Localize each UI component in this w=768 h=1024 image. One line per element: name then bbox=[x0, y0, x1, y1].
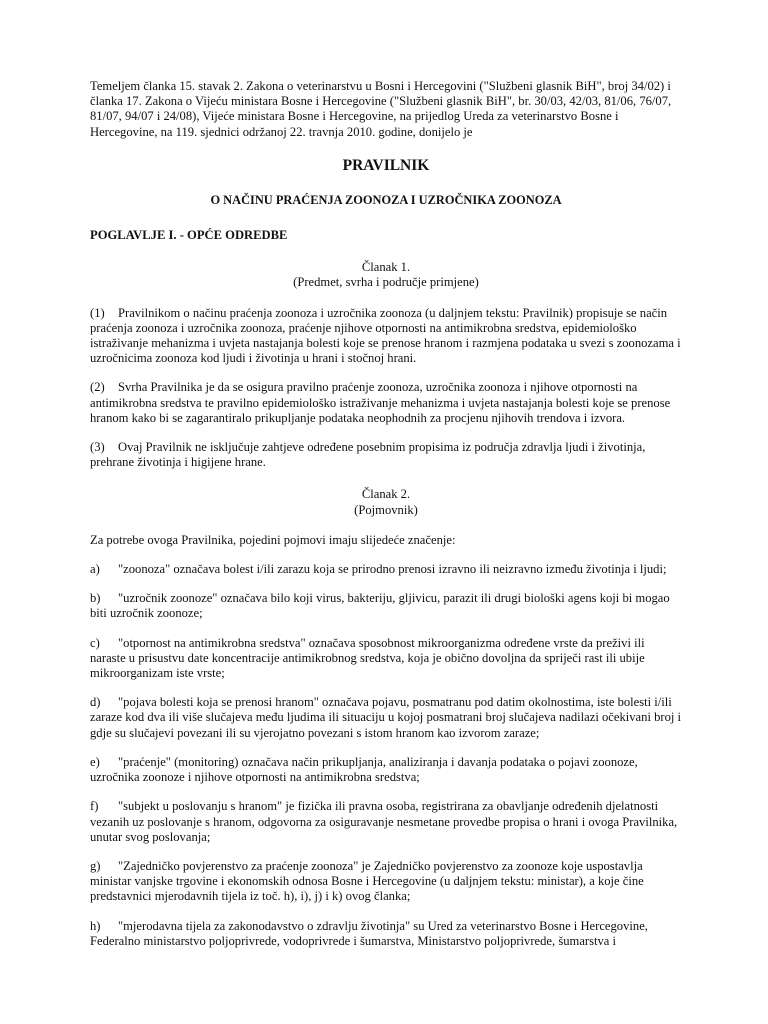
article-1-paragraph bbox=[90, 380, 682, 426]
paragraph-number: (3) bbox=[90, 440, 105, 455]
definition-item bbox=[90, 636, 682, 682]
item-text: "Zajedničko povjerenstvo za praćenje zoonoza" je Zajedničko povjerenstvo za zoonoze koje uspostavlja ministar vanjske trgovine i ekonomskih odnosa Bosne i Hercegovine (u daljnjem tekstu: ministar), a koje čine predstavnici mjerodavnih tijela iz toč. h), i), j) i k) ovog članka; bbox=[90, 858, 644, 904]
paragraph-text: Pravilnikom o načinu praćenja zoonoza i uzročnika zoonoza (u daljnjem tekstu: Pravilnik) propisuje se način praćenja zoonoza i uzročnika zoonoza, praćenje njihove otpornosti na antimikrobna sredstva, epidemiološko istraživanje mehanizma i uvjeta nastajanja bolesti koje se prenose hranom i razmjena podataka u svezi s zoonozama i uzročnicima zoonoza kod ljudi i životinja u hrani i stočnoj hrani. bbox=[90, 305, 681, 366]
item-letter: d) bbox=[90, 695, 101, 710]
item-letter: c) bbox=[90, 635, 100, 650]
paragraph-text: Ovaj Pravilnik ne isključuje zahtjeve određene posebnim propisima iz područja zdravlja ljudi i životinja, prehrane životinja i higijene hrane. bbox=[90, 440, 646, 470]
document-title: PRAVILNIK bbox=[342, 156, 430, 174]
definition-item bbox=[90, 919, 682, 949]
paragraph-text: Svrha Pravilnika je da se osigura pravilno praćenje zoonoza, uzročnika zoonoza i njihove otpornosti na antimikrobna sredstva te pravilno epidemiološko istraživanje mehanizma i uvjeta nastajanja bolesti koje se prenose hranom kako bi se zagarantiralo prikupljanje podataka neophodnih za procjenu njihovih trendova i izvora. bbox=[90, 380, 671, 425]
item-text: "pojava bolesti koja se prenosi hranom" označava pojavu, posmatranu pod datim okolnostima, iste bolesti i/ili zaraze kod dva ili više slučajeva među ljudima ili situaciju u kojoj posmatrani broj slučajeva nadilazi očekivani broj i gdje su slučajevi povezani ili su vjerojatno povezani s istom hranom kao izvorom zaraze; bbox=[90, 695, 682, 740]
article-1-paragraph bbox=[90, 440, 682, 470]
item-letter: h) bbox=[90, 918, 101, 933]
article-2-lead: Za potrebe ovoga Pravilnika, pojedini pojmovi imaju slijedeće značenje: bbox=[90, 532, 456, 547]
item-text: "mjerodavna tijela za zakonodavstvo o zdravlju životinja" su Ured za veterinarstvo Bosne i Hercegovine, Federalno ministarstvo poljoprivrede, vodoprivrede i šumarstva, Ministarstvo poljoprivrede, šumarstva i bbox=[90, 918, 648, 948]
item-text: "subjekt u poslovanju s hranom" je fizička ili pravna osoba, registrirana za obavljanje određenih djelatnosti vezanih uz poslovanje s hranom, odgovorna za osiguravanje nesmetane provedbe propisa o hrani i ovoga Pravilnika, unutar svog poslovanja; bbox=[90, 799, 678, 844]
definition-item bbox=[90, 755, 682, 785]
item-text: "uzročnik zoonoze" označava bilo koji virus, bakteriju, gljivicu, parazit ili drugi biološki agens koji bi mogao biti uzročnik zoonoze; bbox=[90, 591, 670, 621]
item-letter: b) bbox=[90, 591, 101, 606]
article-2-heading bbox=[90, 487, 682, 517]
definition-item bbox=[90, 591, 682, 621]
paragraph-number: (2) bbox=[90, 380, 105, 395]
item-text: "otpornost na antimikrobna sredstva" označava sposobnost mikroorganizma određene vrste da preživi ili naraste u prisustvu date koncentracije antimikrobnog sredstva, koja je obično dovoljna da spriječi rast ili ubije mikroorganizam iste vrste; bbox=[90, 635, 645, 681]
definition-item bbox=[90, 695, 682, 741]
definition-item bbox=[90, 799, 682, 845]
item-letter: a) bbox=[90, 562, 100, 577]
chapter-heading: POGLAVLJE I. - OPĆE ODREDBE bbox=[90, 228, 288, 243]
article-1-number: Članak 1. bbox=[361, 260, 411, 275]
document-subtitle: O NAČINU PRAĆENJA ZOONOZA I UZROČNIKA ZOONOZA bbox=[210, 192, 562, 207]
item-text: "praćenje" (monitoring) označava način prikupljanja, analiziranja i davanja podataka o pojavi zoonoze, uzročnika zoonoze i njihove otpornosti na antimikrobna sredstva; bbox=[90, 754, 638, 785]
item-letter: g) bbox=[90, 858, 101, 873]
item-letter: e) bbox=[90, 754, 100, 769]
article-2-number: Članak 2. bbox=[361, 487, 411, 502]
preamble: Temeljem članka 15. stavak 2. Zakona o veterinarstvu u Bosni i Hercegovini ("Službeni glasnik BiH", broj 34/02) i članka 17. Zakona o Vijeću ministara Bosne i Hercegovine ("Službeni glasnik BiH", br. 30/03, 42/03, 81/06, 76/07, 81/07, 94/07 i 24/08), Vijeće ministara Bosne i Hercegovine, na prijedlog Ureda za veterinarstvo Bosne i Hercegovine, na 119. sjednici održanoj 22. travnja 2010. godine, donijelo je bbox=[90, 79, 672, 139]
document-page bbox=[90, 79, 682, 963]
definition-item bbox=[90, 562, 682, 577]
item-text: "zoonoza" označava bolest i/ili zarazu koja se prirodno prenosi izravno ili neizravno između životinja i ljudi; bbox=[118, 562, 667, 577]
article-1-heading bbox=[90, 260, 682, 290]
article-1-caption: (Predmet, svrha i područje primjene) bbox=[293, 275, 479, 290]
paragraph-number: (1) bbox=[90, 305, 105, 320]
definition-item bbox=[90, 859, 682, 905]
article-2-caption: (Pojmovnik) bbox=[354, 502, 418, 517]
item-letter: f) bbox=[90, 799, 99, 814]
article-1-paragraph bbox=[90, 306, 682, 367]
